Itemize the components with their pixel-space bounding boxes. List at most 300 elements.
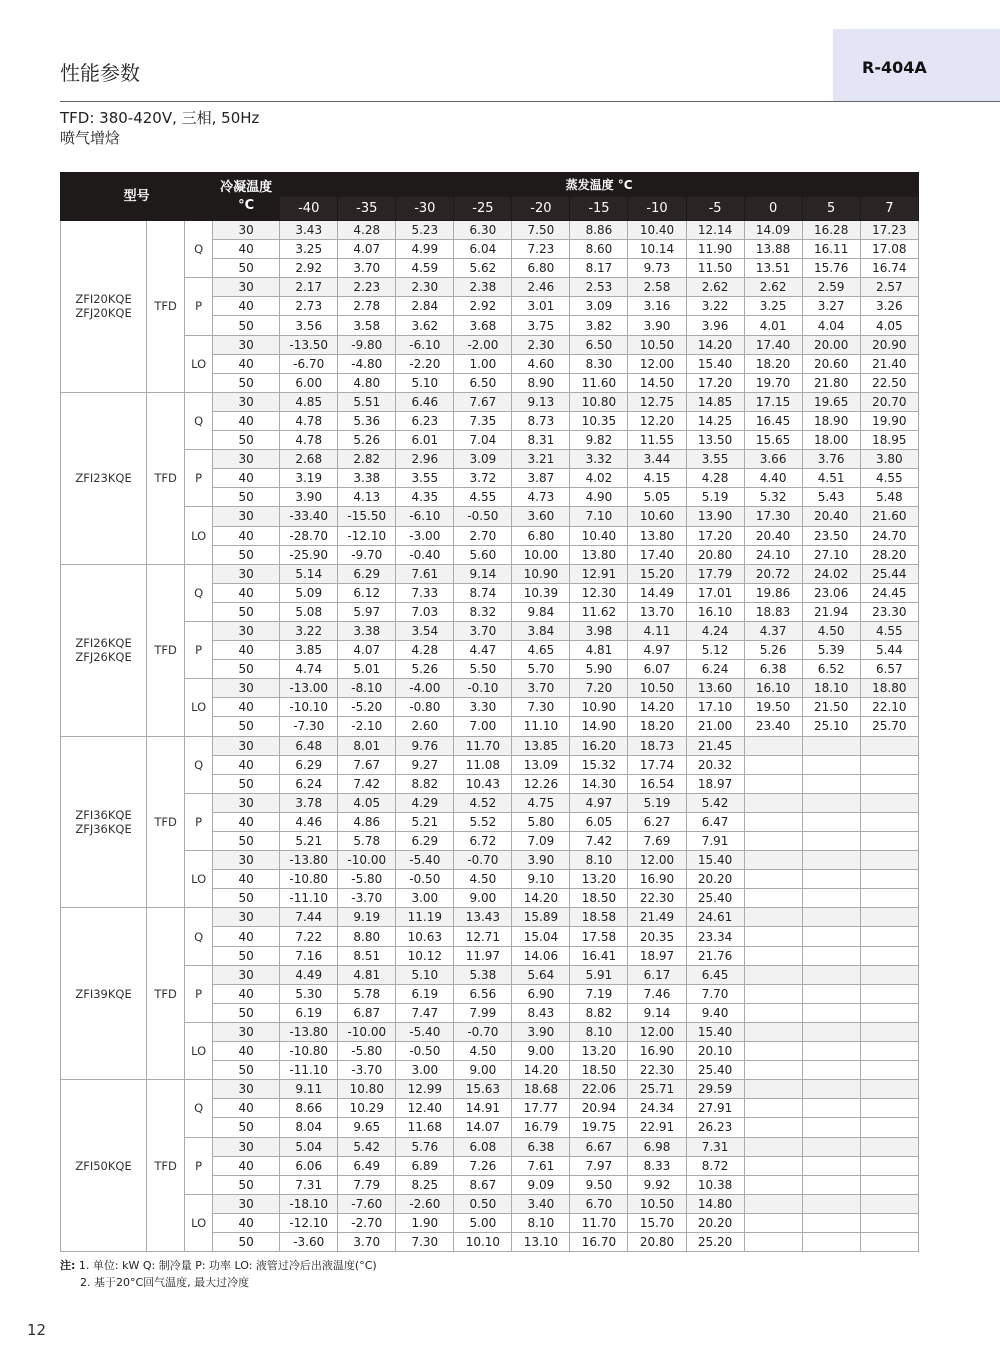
value-cell: 1.00 — [454, 354, 512, 373]
value-cell: 21.40 — [860, 354, 918, 373]
parameter-cell: P — [185, 621, 213, 678]
condensing-temp-cell: 50 — [213, 1232, 280, 1251]
parameter-cell: LO — [185, 679, 213, 736]
value-cell: 4.04 — [802, 316, 860, 335]
value-cell: -10.80 — [280, 870, 338, 889]
value-cell: -6.10 — [396, 507, 454, 526]
value-cell: 8.10 — [512, 1213, 570, 1232]
value-cell: 17.01 — [686, 583, 744, 602]
value-cell — [860, 755, 918, 774]
condensing-temp-cell: 50 — [213, 602, 280, 621]
value-cell: 10.14 — [628, 240, 686, 259]
value-cell — [744, 946, 802, 965]
value-cell: 26.23 — [686, 1118, 744, 1137]
value-cell: 5.78 — [338, 832, 396, 851]
value-cell: 3.22 — [280, 621, 338, 640]
value-cell: 19.50 — [744, 698, 802, 717]
value-cell: 6.38 — [512, 1137, 570, 1156]
value-cell: 21.76 — [686, 946, 744, 965]
value-cell: 5.80 — [512, 812, 570, 831]
value-cell: 9.10 — [512, 870, 570, 889]
table-row — [61, 1194, 919, 1213]
value-cell: 3.16 — [628, 297, 686, 316]
value-cell: 6.72 — [454, 832, 512, 851]
condensing-temp-cell: 50 — [213, 431, 280, 450]
value-cell — [860, 965, 918, 984]
value-cell: 16.28 — [802, 221, 860, 240]
evap-temp-header-cell: 0 — [744, 197, 802, 221]
value-cell — [744, 870, 802, 889]
condensing-temp-cell: 50 — [213, 774, 280, 793]
value-cell: 11.08 — [454, 755, 512, 774]
model-name-line: ZFI23KQE — [75, 471, 132, 486]
value-cell: -12.10 — [280, 1213, 338, 1232]
value-cell: 2.57 — [860, 278, 918, 297]
value-cell: 13.50 — [686, 431, 744, 450]
value-cell: 3.90 — [280, 488, 338, 507]
value-cell: 3.87 — [512, 469, 570, 488]
value-cell: 11.55 — [628, 431, 686, 450]
value-cell — [744, 1061, 802, 1080]
value-cell: 9.14 — [628, 1003, 686, 1022]
value-cell: 15.32 — [570, 755, 628, 774]
value-cell: -6.70 — [280, 354, 338, 373]
value-cell: 20.90 — [860, 335, 918, 354]
value-cell: 10.90 — [570, 698, 628, 717]
value-cell — [802, 1213, 860, 1232]
value-cell: 9.84 — [512, 602, 570, 621]
value-cell: 6.00 — [280, 373, 338, 392]
parameter-cell: P — [185, 793, 213, 850]
parameter-cell: LO — [185, 335, 213, 392]
value-cell: 12.00 — [628, 851, 686, 870]
condensing-temp-cell: 30 — [213, 1022, 280, 1041]
value-cell — [744, 1194, 802, 1213]
value-cell: 8.01 — [338, 736, 396, 755]
value-cell: 20.80 — [686, 545, 744, 564]
value-cell: 13.43 — [454, 908, 512, 927]
value-cell: 3.09 — [570, 297, 628, 316]
value-cell: 3.32 — [570, 450, 628, 469]
value-cell: 3.40 — [512, 1194, 570, 1213]
value-cell: 5.23 — [396, 221, 454, 240]
value-cell: 8.25 — [396, 1175, 454, 1194]
value-cell: 21.45 — [686, 736, 744, 755]
value-cell: 22.06 — [570, 1080, 628, 1099]
value-cell: 9.19 — [338, 908, 396, 927]
condensing-temp-cell: 40 — [213, 812, 280, 831]
value-cell: 4.24 — [686, 621, 744, 640]
value-cell: -11.10 — [280, 889, 338, 908]
value-cell: 4.50 — [802, 621, 860, 640]
condensing-temp-cell: 40 — [213, 469, 280, 488]
value-cell: 7.09 — [512, 832, 570, 851]
value-cell — [744, 793, 802, 812]
value-cell: 7.30 — [512, 698, 570, 717]
value-cell: 17.08 — [860, 240, 918, 259]
value-cell: -3.70 — [338, 1061, 396, 1080]
value-cell: 6.56 — [454, 984, 512, 1003]
value-cell: 2.38 — [454, 278, 512, 297]
value-cell: 7.33 — [396, 583, 454, 602]
value-cell: -10.00 — [338, 851, 396, 870]
value-cell: 1.90 — [396, 1213, 454, 1232]
value-cell: 2.84 — [396, 297, 454, 316]
value-cell: 4.55 — [860, 469, 918, 488]
value-cell: 2.96 — [396, 450, 454, 469]
value-cell — [860, 774, 918, 793]
value-cell: 7.97 — [570, 1156, 628, 1175]
condensing-temp-cell: 50 — [213, 660, 280, 679]
value-cell: 6.05 — [570, 812, 628, 831]
value-cell: 8.80 — [338, 927, 396, 946]
value-cell: 22.50 — [860, 373, 918, 392]
value-cell — [860, 1194, 918, 1213]
value-cell: 9.65 — [338, 1118, 396, 1137]
value-cell — [802, 1175, 860, 1194]
footnotes — [60, 1257, 377, 1291]
value-cell: 25.20 — [686, 1232, 744, 1251]
value-cell: 6.29 — [338, 564, 396, 583]
value-cell — [860, 984, 918, 1003]
condensing-temp-cell: 30 — [213, 1194, 280, 1213]
value-cell: 14.50 — [628, 373, 686, 392]
value-cell: 16.74 — [860, 259, 918, 278]
value-cell: 17.58 — [570, 927, 628, 946]
value-cell: 17.40 — [744, 335, 802, 354]
value-cell — [744, 1156, 802, 1175]
value-cell: 4.55 — [860, 621, 918, 640]
value-cell — [802, 851, 860, 870]
value-cell: 6.80 — [512, 259, 570, 278]
value-cell: 2.62 — [686, 278, 744, 297]
value-cell: 9.76 — [396, 736, 454, 755]
value-cell: 3.90 — [628, 316, 686, 335]
value-cell: 23.50 — [802, 526, 860, 545]
value-cell: 4.28 — [396, 641, 454, 660]
value-cell: 15.89 — [512, 908, 570, 927]
value-cell — [860, 1213, 918, 1232]
value-cell: 14.85 — [686, 392, 744, 411]
value-cell: 12.71 — [454, 927, 512, 946]
value-cell — [860, 1022, 918, 1041]
value-cell: 3.80 — [860, 450, 918, 469]
value-cell — [744, 774, 802, 793]
value-cell: 9.82 — [570, 431, 628, 450]
value-cell: -2.60 — [396, 1194, 454, 1213]
value-cell — [802, 889, 860, 908]
value-cell: 11.70 — [570, 1213, 628, 1232]
value-cell: 6.27 — [628, 812, 686, 831]
value-cell: 8.86 — [570, 221, 628, 240]
value-cell — [802, 946, 860, 965]
value-cell: 9.13 — [512, 392, 570, 411]
power-type-cell: TFD — [147, 221, 185, 393]
value-cell: -0.40 — [396, 545, 454, 564]
value-cell: 13.10 — [512, 1232, 570, 1251]
table-row — [61, 507, 919, 526]
value-cell — [860, 1042, 918, 1061]
value-cell: 16.10 — [744, 679, 802, 698]
value-cell — [744, 1175, 802, 1194]
power-supply-subtitle: TFD: 380-420V, 三相, 50Hz — [60, 109, 260, 127]
value-cell: 25.44 — [860, 564, 918, 583]
value-cell: 5.19 — [628, 793, 686, 812]
value-cell: -8.10 — [338, 679, 396, 698]
value-cell — [744, 1232, 802, 1251]
value-cell: 7.31 — [686, 1137, 744, 1156]
value-cell: 7.50 — [512, 221, 570, 240]
value-cell: 20.20 — [686, 1213, 744, 1232]
value-cell: 25.70 — [860, 717, 918, 736]
value-cell: 14.06 — [512, 946, 570, 965]
value-cell: 3.85 — [280, 641, 338, 660]
value-cell: 7.20 — [570, 679, 628, 698]
value-cell: 3.58 — [338, 316, 396, 335]
value-cell: 11.97 — [454, 946, 512, 965]
value-cell: 7.69 — [628, 832, 686, 851]
value-cell: -3.60 — [280, 1232, 338, 1251]
value-cell — [802, 1232, 860, 1251]
condensing-temp-cell: 50 — [213, 1003, 280, 1022]
value-cell: 3.70 — [338, 1232, 396, 1251]
value-cell: 9.92 — [628, 1175, 686, 1194]
value-cell: 4.05 — [860, 316, 918, 335]
condensing-temp-cell: 40 — [213, 583, 280, 602]
value-cell — [744, 1118, 802, 1137]
value-cell: 9.27 — [396, 755, 454, 774]
value-cell: 0.50 — [454, 1194, 512, 1213]
value-cell: 6.06 — [280, 1156, 338, 1175]
value-cell: 24.02 — [802, 564, 860, 583]
value-cell: 20.80 — [628, 1232, 686, 1251]
value-cell: 10.80 — [338, 1080, 396, 1099]
value-cell: 10.90 — [512, 564, 570, 583]
value-cell: 3.43 — [280, 221, 338, 240]
value-cell: -5.40 — [396, 1022, 454, 1041]
value-cell: 25.40 — [686, 1061, 744, 1080]
model-name-cell — [61, 1080, 147, 1252]
value-cell: 20.40 — [802, 507, 860, 526]
value-cell: 3.54 — [396, 621, 454, 640]
value-cell: 4.29 — [396, 793, 454, 812]
parameter-cell: LO — [185, 1194, 213, 1251]
value-cell: -11.10 — [280, 1061, 338, 1080]
value-cell — [744, 927, 802, 946]
value-cell: 9.09 — [512, 1175, 570, 1194]
value-cell: 16.54 — [628, 774, 686, 793]
value-cell: -25.90 — [280, 545, 338, 564]
value-cell: 5.36 — [338, 411, 396, 430]
note-1: 1. 单位: kW Q: 制冷量 P: 功率 LO: 液管过冷后出液温度(°C) — [78, 1259, 377, 1272]
value-cell: 6.46 — [396, 392, 454, 411]
condensing-temp-cell: 30 — [213, 450, 280, 469]
condensing-temp-cell: 30 — [213, 851, 280, 870]
value-cell: 19.70 — [744, 373, 802, 392]
value-cell: 16.41 — [570, 946, 628, 965]
value-cell: 6.80 — [512, 526, 570, 545]
value-cell: 18.68 — [512, 1080, 570, 1099]
value-cell: 10.40 — [628, 221, 686, 240]
condensing-temp-cell: 30 — [213, 221, 280, 240]
mode-subtitle: 喷气增焓 — [60, 129, 121, 147]
value-cell: 10.43 — [454, 774, 512, 793]
value-cell: -12.10 — [338, 526, 396, 545]
value-cell: 18.58 — [570, 908, 628, 927]
condensing-temp-header-unit: °C — [238, 197, 255, 213]
value-cell: 9.73 — [628, 259, 686, 278]
value-cell: -0.50 — [396, 870, 454, 889]
value-cell: 22.30 — [628, 1061, 686, 1080]
value-cell: 21.49 — [628, 908, 686, 927]
value-cell: 11.70 — [454, 736, 512, 755]
value-cell: 20.60 — [802, 354, 860, 373]
value-cell — [744, 851, 802, 870]
value-cell — [802, 870, 860, 889]
value-cell: 5.14 — [280, 564, 338, 583]
value-cell: 6.98 — [628, 1137, 686, 1156]
value-cell: 15.65 — [744, 431, 802, 450]
value-cell: 3.00 — [396, 889, 454, 908]
value-cell: 3.84 — [512, 621, 570, 640]
value-cell: 18.20 — [744, 354, 802, 373]
value-cell: -5.20 — [338, 698, 396, 717]
notes-label: 注: — [60, 1259, 76, 1272]
value-cell: -4.80 — [338, 354, 396, 373]
value-cell: 5.26 — [744, 641, 802, 660]
condensing-temp-cell: 30 — [213, 335, 280, 354]
value-cell: 8.31 — [512, 431, 570, 450]
value-cell: 7.44 — [280, 908, 338, 927]
value-cell: 6.70 — [570, 1194, 628, 1213]
table-row — [61, 392, 919, 411]
value-cell: 3.75 — [512, 316, 570, 335]
value-cell: 5.21 — [396, 812, 454, 831]
value-cell: 4.07 — [338, 641, 396, 660]
table-row — [61, 1137, 919, 1156]
value-cell: 12.99 — [396, 1080, 454, 1099]
value-cell — [860, 1061, 918, 1080]
value-cell: 5.38 — [454, 965, 512, 984]
value-cell: -13.80 — [280, 1022, 338, 1041]
value-cell: 6.52 — [802, 660, 860, 679]
model-name-line: ZFJ20KQE — [75, 306, 132, 321]
value-cell: 23.30 — [860, 602, 918, 621]
value-cell: 14.80 — [686, 1194, 744, 1213]
value-cell: 6.17 — [628, 965, 686, 984]
value-cell: -4.00 — [396, 679, 454, 698]
value-cell: 7.03 — [396, 602, 454, 621]
value-cell: 6.50 — [454, 373, 512, 392]
value-cell: 20.10 — [686, 1042, 744, 1061]
table-row — [61, 965, 919, 984]
value-cell: 5.42 — [686, 793, 744, 812]
value-cell — [860, 1118, 918, 1137]
value-cell — [802, 1080, 860, 1099]
condensing-temp-cell: 40 — [213, 411, 280, 430]
value-cell: 3.70 — [512, 679, 570, 698]
value-cell: 20.70 — [860, 392, 918, 411]
value-cell: 7.00 — [454, 717, 512, 736]
value-cell: 6.67 — [570, 1137, 628, 1156]
value-cell: 12.00 — [628, 354, 686, 373]
value-cell: -0.70 — [454, 1022, 512, 1041]
value-cell: 18.10 — [802, 679, 860, 698]
value-cell: 4.78 — [280, 411, 338, 430]
value-cell: 4.90 — [570, 488, 628, 507]
value-cell: 18.97 — [686, 774, 744, 793]
value-cell: 27.91 — [686, 1099, 744, 1118]
value-cell: 16.10 — [686, 602, 744, 621]
value-cell: 8.32 — [454, 602, 512, 621]
value-cell: 14.91 — [454, 1099, 512, 1118]
value-cell: 20.72 — [744, 564, 802, 583]
value-cell: 14.25 — [686, 411, 744, 430]
condensing-temp-cell: 40 — [213, 240, 280, 259]
value-cell — [860, 1137, 918, 1156]
value-cell — [744, 736, 802, 755]
value-cell: 14.30 — [570, 774, 628, 793]
value-cell: 14.20 — [686, 335, 744, 354]
parameter-cell: LO — [185, 1022, 213, 1079]
value-cell: 18.97 — [628, 946, 686, 965]
value-cell: 8.90 — [512, 373, 570, 392]
value-cell: 13.20 — [570, 1042, 628, 1061]
value-cell: 3.72 — [454, 469, 512, 488]
value-cell: 21.80 — [802, 373, 860, 392]
power-type-cell: TFD — [147, 564, 185, 736]
value-cell: 8.73 — [512, 411, 570, 430]
value-cell — [802, 908, 860, 927]
value-cell: 10.29 — [338, 1099, 396, 1118]
value-cell: 7.79 — [338, 1175, 396, 1194]
value-cell: 9.00 — [454, 1061, 512, 1080]
value-cell: -7.60 — [338, 1194, 396, 1213]
value-cell — [744, 965, 802, 984]
value-cell: 4.99 — [396, 240, 454, 259]
condensing-temp-cell: 50 — [213, 545, 280, 564]
value-cell: 6.12 — [338, 583, 396, 602]
value-cell: 6.24 — [686, 660, 744, 679]
value-cell: 25.40 — [686, 889, 744, 908]
value-cell: 10.60 — [628, 507, 686, 526]
value-cell: 13.85 — [512, 736, 570, 755]
value-cell: 25.71 — [628, 1080, 686, 1099]
value-cell: 24.34 — [628, 1099, 686, 1118]
value-cell — [744, 1022, 802, 1041]
condensing-temp-cell: 30 — [213, 621, 280, 640]
refrigerant-label: R-404A — [862, 58, 927, 77]
parameter-cell: LO — [185, 851, 213, 908]
value-cell — [860, 1232, 918, 1251]
value-cell: 23.40 — [744, 717, 802, 736]
value-cell: 8.82 — [396, 774, 454, 793]
value-cell: 7.26 — [454, 1156, 512, 1175]
value-cell: 10.38 — [686, 1175, 744, 1194]
condensing-temp-cell: 40 — [213, 1156, 280, 1175]
condensing-temp-cell: 50 — [213, 488, 280, 507]
value-cell — [860, 1099, 918, 1118]
value-cell: 21.94 — [802, 602, 860, 621]
value-cell — [860, 1003, 918, 1022]
value-cell: 7.67 — [454, 392, 512, 411]
table-row — [61, 278, 919, 297]
value-cell: 3.38 — [338, 469, 396, 488]
value-cell: 5.21 — [280, 832, 338, 851]
value-cell: 21.00 — [686, 717, 744, 736]
value-cell — [860, 870, 918, 889]
title-divider — [60, 101, 1000, 102]
